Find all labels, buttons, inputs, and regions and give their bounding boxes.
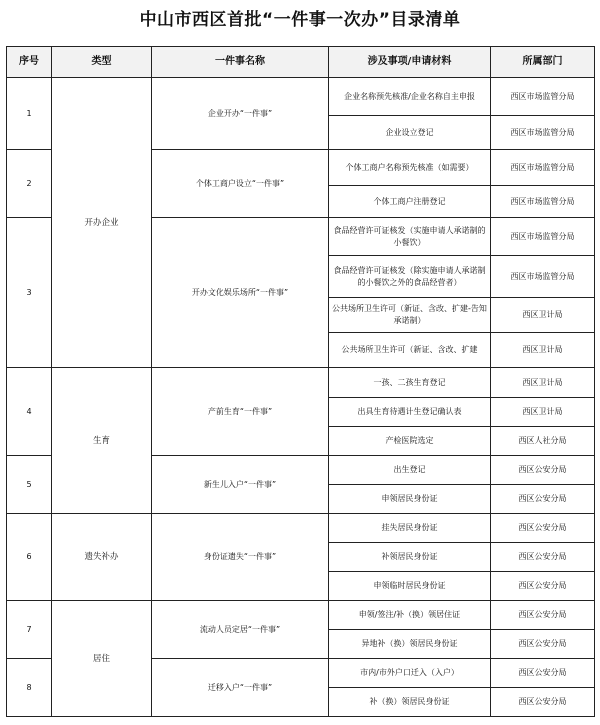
dept-cell: 西区市场监管分局 (491, 150, 595, 186)
row-number: 4 (7, 368, 52, 456)
dept-cell: 西区人社分局 (491, 427, 595, 456)
dept-cell: 西区市场监管分局 (491, 186, 595, 218)
item-cell: 公共场所卫生许可（新证、含改、扩建 (329, 333, 491, 368)
table-row (7, 514, 595, 543)
dept-cell: 西区卫计局 (491, 333, 595, 368)
type-cell-yishi: 遗失补办 (52, 514, 152, 601)
row-number: 2 (7, 150, 52, 218)
item-cell: 补（换）领居民身份证 (329, 688, 491, 717)
row-number: 1 (7, 78, 52, 150)
item-cell: 公共场所卫生许可（新证、含改、扩建-告知承诺制） (329, 298, 491, 333)
table-header-row (7, 47, 595, 78)
dept-cell: 西区市场监管分局 (491, 78, 595, 116)
item-cell: 一孩、二孩生育登记 (329, 368, 491, 398)
item-cell: 个体工商户注册登记 (329, 186, 491, 218)
item-cell: 产检医院选定 (329, 427, 491, 456)
header-name: 一件事名称 (152, 47, 329, 78)
dept-cell: 西区市场监管分局 (491, 256, 595, 298)
header-dept: 所属部门 (491, 47, 595, 78)
item-cell: 补领居民身份证 (329, 543, 491, 572)
type-cell-kaiban: 开办企业 (52, 78, 152, 368)
item-cell: 食品经营许可证核发（实施申请人承诺制的小餐饮） (329, 218, 491, 256)
matter-name: 流动人员定居“一件事” (152, 601, 329, 659)
item-cell: 申领/签注/补（换）领居住证 (329, 601, 491, 630)
item-cell: 出具生育待遇计生登记确认表 (329, 398, 491, 427)
row-number: 7 (7, 601, 52, 659)
header-no: 序号 (7, 47, 52, 78)
item-cell: 企业设立登记 (329, 116, 491, 150)
matter-name: 企业开办“一件事” (152, 78, 329, 150)
dept-cell: 西区卫计局 (491, 398, 595, 427)
item-cell: 申领居民身份证 (329, 485, 491, 514)
page-title: 中山市西区首批“一件事一次办”目录清单 (139, 10, 461, 30)
dept-cell: 西区公安分局 (491, 456, 595, 485)
row-number: 5 (7, 456, 52, 514)
type-cell-juzhu: 居住 (52, 601, 152, 717)
matter-name: 迁移入户“一件事” (152, 659, 329, 717)
matter-name: 身份证遗失“一件事” (152, 514, 329, 601)
row-number: 8 (7, 659, 52, 717)
matter-name: 开办文化娱乐场所“一件事” (152, 218, 329, 368)
item-cell: 挂失居民身份证 (329, 514, 491, 543)
header-type: 类型 (52, 47, 152, 78)
dept-cell: 西区卫计局 (491, 368, 595, 398)
row-number: 3 (7, 218, 52, 368)
item-cell: 申领临时居民身份证 (329, 572, 491, 601)
item-cell: 异地补（换）领居民身份证 (329, 630, 491, 659)
dept-cell: 西区公安分局 (491, 659, 595, 688)
dept-cell: 西区公安分局 (491, 601, 595, 630)
table-row (7, 601, 595, 630)
matter-name: 个体工商户设立“一件事” (152, 150, 329, 218)
dept-cell: 西区市场监管分局 (491, 116, 595, 150)
item-cell: 企业名称预先核准/企业名称自主申报 (329, 78, 491, 116)
matter-name: 产前生育“一件事” (152, 368, 329, 456)
item-cell: 个体工商户名称预先核准（如需要） (329, 150, 491, 186)
item-cell: 市内/市外户口迁入（入户） (329, 659, 491, 688)
table-row (7, 368, 595, 398)
dept-cell: 西区公安分局 (491, 485, 595, 514)
header-items: 涉及事项/申请材料 (329, 47, 491, 78)
dept-cell: 西区市场监管分局 (491, 218, 595, 256)
item-cell: 出生登记 (329, 456, 491, 485)
dept-cell: 西区公安分局 (491, 572, 595, 601)
dept-cell: 西区公安分局 (491, 514, 595, 543)
catalog-table (6, 46, 595, 717)
dept-cell: 西区卫计局 (491, 298, 595, 333)
dept-cell: 西区公安分局 (491, 543, 595, 572)
matter-name: 新生儿入户“一件事” (152, 456, 329, 514)
item-cell: 食品经营许可证核发（除实施申请人承诺制的小餐饮之外的食品经营者） (329, 256, 491, 298)
row-number: 6 (7, 514, 52, 601)
dept-cell: 西区公安分局 (491, 630, 595, 659)
type-cell-shengyu: 生育 (52, 368, 152, 514)
dept-cell: 西区公安分局 (491, 688, 595, 717)
table-row (7, 78, 595, 116)
